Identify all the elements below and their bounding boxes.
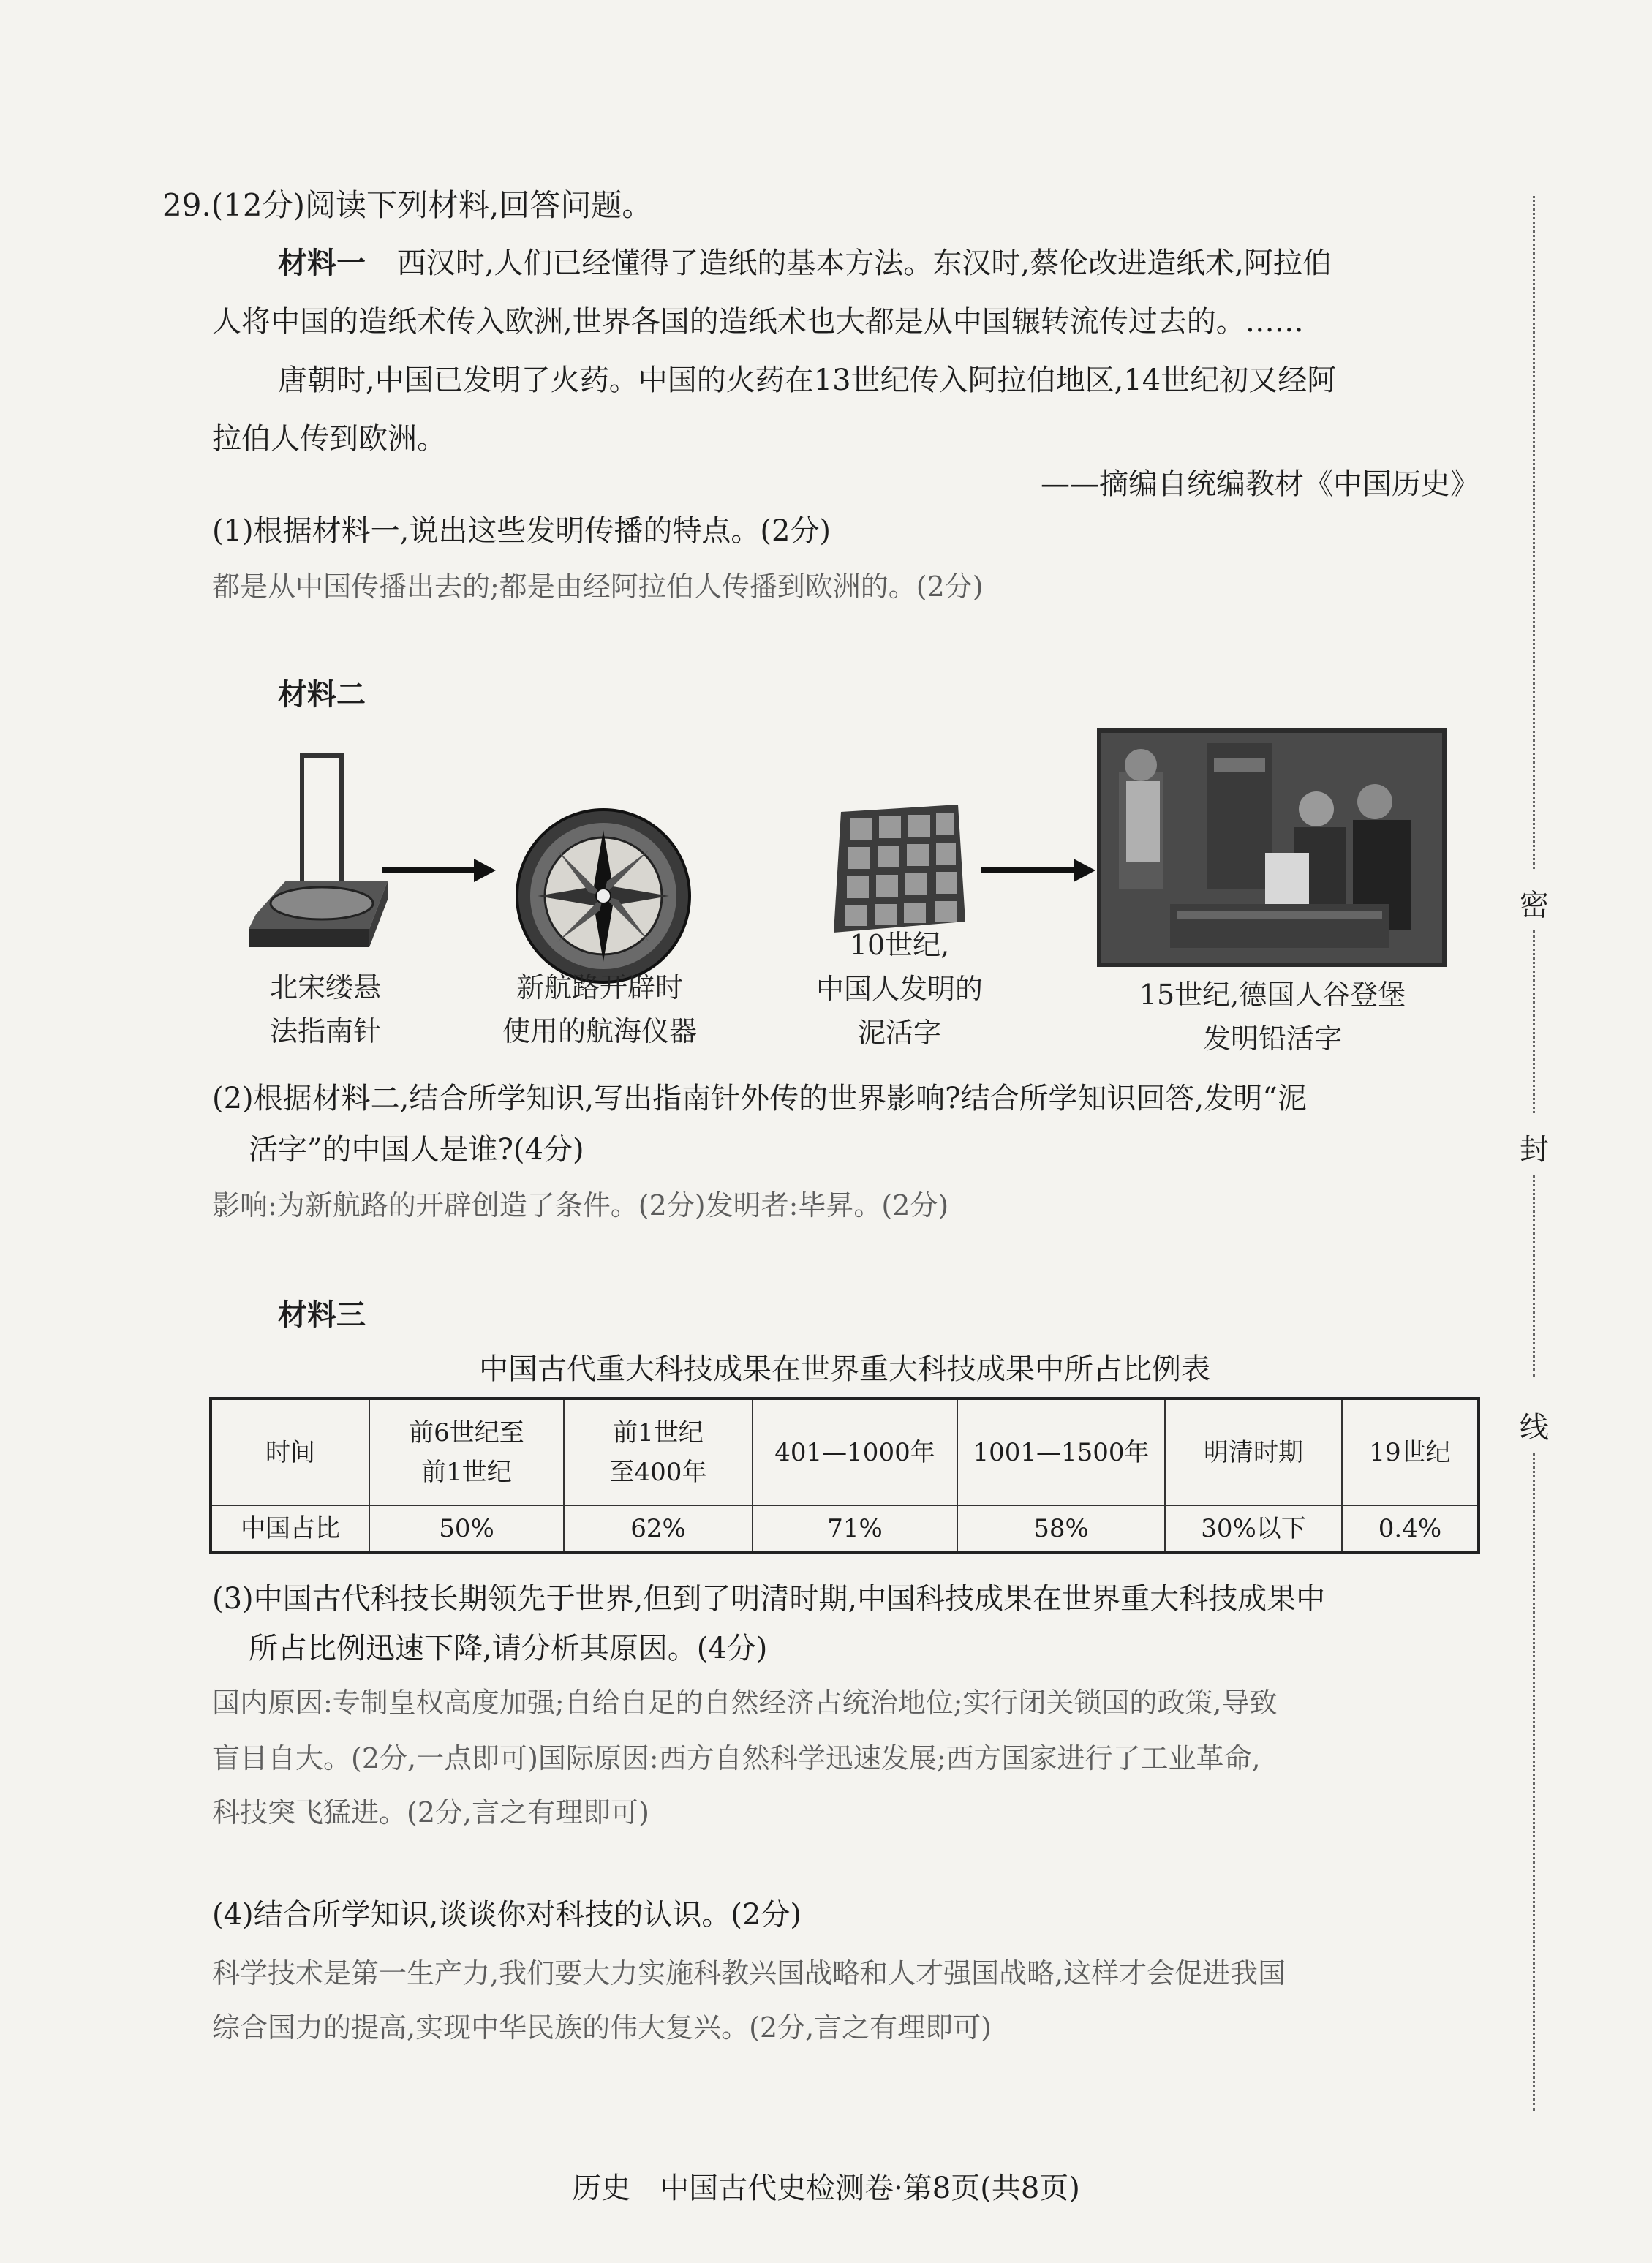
caption-gutenberg: 15世纪,德国人谷登堡 发明铅活字: [1139, 979, 1406, 1055]
table-period-cell: 19世纪: [1342, 1398, 1479, 1505]
q3-answer-line1: 国内原因:专制皇权高度加强;自给自足的自然经济占统治地位;实行闭关锁国的政策,导致: [212, 1687, 1278, 1719]
caption-clay-type: 10世纪, 中国人发明的 泥活字: [815, 929, 983, 1049]
binding-dotted-line: [1533, 930, 1535, 1113]
q3-answer-line3: 科技突飞猛进。(2分,言之有理即可): [212, 1796, 649, 1829]
table-row: [211, 1398, 1479, 1505]
binding-dotted-line: [1533, 1175, 1535, 1377]
binding-char-line: 线: [1520, 1411, 1549, 1445]
clay-type-illustration: [826, 797, 973, 944]
table-title: 中国古代重大科技成果在世界重大科技成果中所占比例表: [479, 1352, 1210, 1386]
arrow-right-icon: [380, 856, 497, 885]
q4-prompt: (4)结合所学知识,谈谈你对科技的认识。(2分): [212, 1898, 802, 1932]
material2-label: 材料二: [278, 678, 366, 712]
binding-dotted-line: [1533, 1453, 1535, 2111]
q2-prompt-line2: 活字”的中国人是谁?(4分): [249, 1133, 584, 1167]
table-ratio-cell: 0.4%: [1342, 1505, 1479, 1552]
q3-answer-line2: 盲目自大。(2分,一点即可)国际原因:西方自然科学迅速发展;西方国家进行了工业革命,: [212, 1742, 1261, 1774]
table-period-cell: 前1世纪 至400年: [564, 1398, 753, 1505]
table-header-cell: 时间: [211, 1398, 369, 1505]
navigation-instrument-illustration: [512, 805, 695, 987]
material1-para2-line1: 唐朝时,中国已发明了火药。中国的火药在13世纪传入阿拉伯地区,14世纪初又经阿: [278, 364, 1337, 397]
binding-dotted-line: [1533, 196, 1535, 869]
material1-source: ——摘编自统编教材《中国历史》: [1041, 467, 1479, 501]
table-period-cell: 明清时期: [1165, 1398, 1342, 1505]
arrow-right-icon: [980, 856, 1097, 885]
table-ratio-cell: 50%: [369, 1505, 564, 1552]
material1-block: [212, 234, 1499, 468]
material1-para1-line2: 人将中国的造纸术传入欧洲,世界各国的造纸术也大都是从中国辗转流传过去的。……: [212, 305, 1304, 339]
q2-prompt-line1: (2)根据材料二,结合所学知识,写出指南针外传的世界影响?结合所学知识回答,发明“泥: [212, 1082, 1307, 1115]
ratio-table: [209, 1397, 1480, 1554]
compass-illustration: [241, 746, 402, 965]
table-ratio-cell: 71%: [753, 1505, 957, 1552]
table-period-cell: 401—1000年: [753, 1398, 957, 1505]
table-header-cell: 中国占比: [211, 1505, 369, 1552]
q1-prompt: (1)根据材料一,说出这些发明传播的特点。(2分): [212, 514, 831, 548]
table-ratio-cell: 58%: [957, 1505, 1165, 1552]
question-header: 29.(12分)阅读下列材料,回答问题。: [162, 187, 653, 223]
q3-prompt-line1: (3)中国古代科技长期领先于世界,但到了明清时期,中国科技成果在世界重大科技成果中: [212, 1582, 1326, 1616]
material3-label: 材料三: [278, 1298, 366, 1332]
q3-prompt-line2: 所占比例迅速下降,请分析其原因。(4分): [249, 1632, 768, 1665]
q1-answer: 都是从中国传播出去的;都是由经阿拉伯人传播到欧洲的。(2分): [212, 571, 984, 603]
binding-char-seal: 封: [1520, 1133, 1549, 1167]
q4-answer-line1: 科学技术是第一生产力,我们要大力实施科教兴国战略和人才强国战略,这样才会促进我国: [212, 1957, 1286, 1989]
material1-para1-line1: 西汉时,人们已经懂得了造纸的基本方法。东汉时,蔡伦改进造纸术,阿拉伯: [396, 246, 1332, 280]
gutenberg-engraving-illustration: [1097, 728, 1447, 967]
q4-answer-line2: 综合国力的提高,实现中华民族的伟大复兴。(2分,言之有理即可): [212, 2011, 992, 2044]
material1-label: 材料一: [278, 246, 366, 280]
caption-compass: 北宋缕悬 法指南针: [269, 971, 381, 1047]
caption-instrument: 新航路开辟时 使用的航海仪器: [502, 971, 697, 1047]
table-ratio-cell: 62%: [564, 1505, 753, 1552]
table-ratio-cell: 30%以下: [1165, 1505, 1342, 1552]
table-period-cell: 1001—1500年: [957, 1398, 1165, 1505]
table-period-cell: 前6世纪至 前1世纪: [369, 1398, 564, 1505]
material1-para2-line2: 拉伯人传到欧洲。: [212, 422, 446, 456]
table-row: [211, 1505, 1479, 1552]
q2-answer: 影响:为新航路的开辟创造了条件。(2分)发明者:毕昇。(2分): [212, 1189, 949, 1221]
material1-para1: [212, 234, 1499, 293]
binding-char-seal: 密: [1520, 889, 1549, 922]
page-footer: 历史 中国古代史检测卷·第8页(共8页): [572, 2172, 1080, 2205]
